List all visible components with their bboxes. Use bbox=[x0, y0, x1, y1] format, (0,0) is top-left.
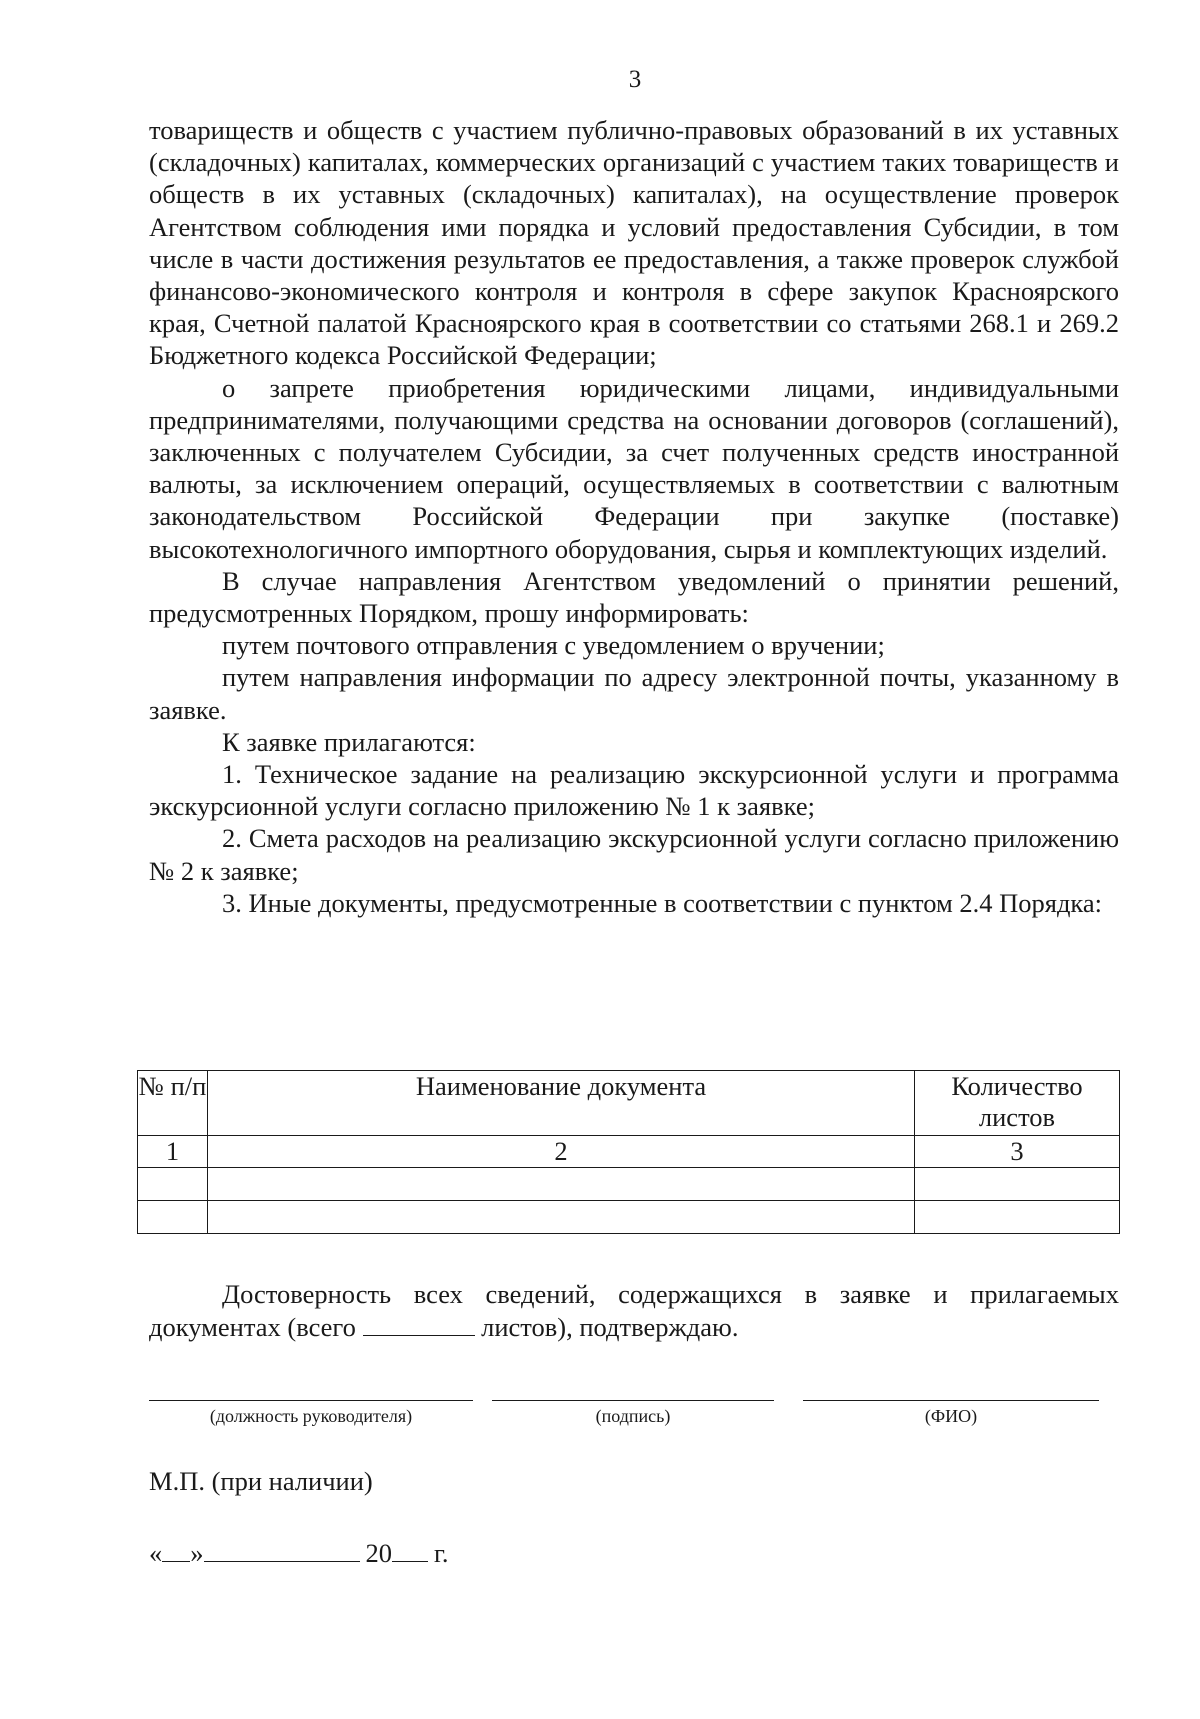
column-number-1: 1 bbox=[138, 1136, 208, 1168]
date-line bbox=[149, 1538, 449, 1569]
paragraph-currency-prohibition: о запрете приобретения юридическими лицами, индивидуальными предпринимателями, получающими средства на основании договоров (соглашений), заключенных с получателем Субсидии, за счет полученных средств иностранной валюты, за исключением операций, осуществляемых в соответствии с валютным законодательством Российской Федерации при закупке (поставке) высокотехнологичного импортного оборудования, сырья и комплектующих изделий. bbox=[149, 372, 1119, 564]
table-cell[interactable] bbox=[138, 1168, 208, 1201]
paragraph-postal-option: путем почтового отправления с уведомлением о вручении; bbox=[222, 630, 885, 661]
stamp-note: М.П. (при наличии) bbox=[149, 1466, 373, 1496]
sheet-total-blank[interactable] bbox=[363, 1315, 475, 1336]
paragraph-email-option: путем направления информации по адресу электронной почты, указанному в заявке. bbox=[149, 662, 1119, 725]
date-open-quote: « bbox=[149, 1538, 163, 1568]
confirmation-line-1: Достоверность всех сведений, содержащихся в заявке и прилагаемых bbox=[222, 1279, 1119, 1309]
date-close-quote: » bbox=[190, 1538, 204, 1568]
confirmation-prefix: документах (всего bbox=[149, 1312, 356, 1342]
table-row bbox=[138, 1168, 1120, 1201]
paragraph-consent-continuation: товариществ и обществ с участием публично-правовых образований в их уставных (складочных) капиталах, коммерческих организаций с участием таких товариществ и обществ в их уставных (складочных) капиталах), на осуществление проверок Агентством соблюдения ими порядка и условий предоставления Субсидии, в том числе в части достижения результатов ее предоставления, а также проверок службой финансово-экономического контроля и контроля в сфере закупок Красноярского края, Счетной палатой Красноярского края в соответствии со статьями 268.1 и 269.2 Бюджетного кодекса Российской Федерации; bbox=[149, 115, 1119, 371]
day-blank[interactable] bbox=[162, 1539, 190, 1562]
paragraph-notification-method: В случае направления Агентством уведомлений о принятии решений, предусмотренных Порядком, прошу информировать: bbox=[149, 565, 1119, 629]
column-number-3: 3 bbox=[915, 1136, 1120, 1168]
position-signature-line[interactable] bbox=[149, 1400, 473, 1401]
signature-line[interactable] bbox=[492, 1400, 774, 1401]
header-document-name: Наименование документа bbox=[208, 1071, 915, 1136]
header-number: № п/п bbox=[138, 1071, 208, 1136]
year-blank[interactable] bbox=[392, 1539, 428, 1562]
page-number: 3 bbox=[628, 66, 642, 93]
documents-table bbox=[137, 1070, 1120, 1234]
confirmation-suffix: листов), подтверждаю. bbox=[481, 1312, 739, 1342]
table-cell[interactable] bbox=[208, 1201, 915, 1234]
table-header-row bbox=[138, 1071, 1120, 1136]
table-cell[interactable] bbox=[915, 1201, 1120, 1234]
paragraph-attachment-1: 1. Техническое задание на реализацию экскурсионной услуги и программа экскурсионной услуги согласно приложению № 1 к заявке; bbox=[149, 759, 1119, 822]
paragraph-attachment-3: 3. Иные документы, предусмотренные в соответствии с пунктом 2.4 Порядка: bbox=[222, 887, 1103, 918]
header-sheet-count: Количество листов bbox=[915, 1071, 1120, 1136]
full-name-caption: (ФИО) bbox=[924, 1406, 978, 1426]
table-cell[interactable] bbox=[138, 1201, 208, 1234]
month-blank[interactable] bbox=[204, 1539, 360, 1562]
position-caption: (должность руководителя) bbox=[209, 1406, 413, 1426]
paragraph-attachments-heading: К заявке прилагаются: bbox=[222, 726, 476, 757]
year-prefix: 20 bbox=[365, 1538, 392, 1568]
confirmation-statement bbox=[149, 1278, 1119, 1344]
paragraph-attachment-2: 2. Смета расходов на реализацию экскурсионной услуги согласно приложению № 2 к заявке; bbox=[149, 823, 1119, 886]
table-cell[interactable] bbox=[208, 1168, 915, 1201]
table-cell[interactable] bbox=[915, 1168, 1120, 1201]
table-numbering-row bbox=[138, 1136, 1120, 1168]
full-name-line[interactable] bbox=[803, 1400, 1099, 1401]
table-row bbox=[138, 1201, 1120, 1234]
confirmation-line-2 bbox=[149, 1311, 1119, 1344]
signature-caption: (подпись) bbox=[595, 1406, 671, 1426]
column-number-2: 2 bbox=[208, 1136, 915, 1168]
year-suffix: г. bbox=[434, 1538, 449, 1568]
body-text bbox=[149, 114, 1119, 919]
